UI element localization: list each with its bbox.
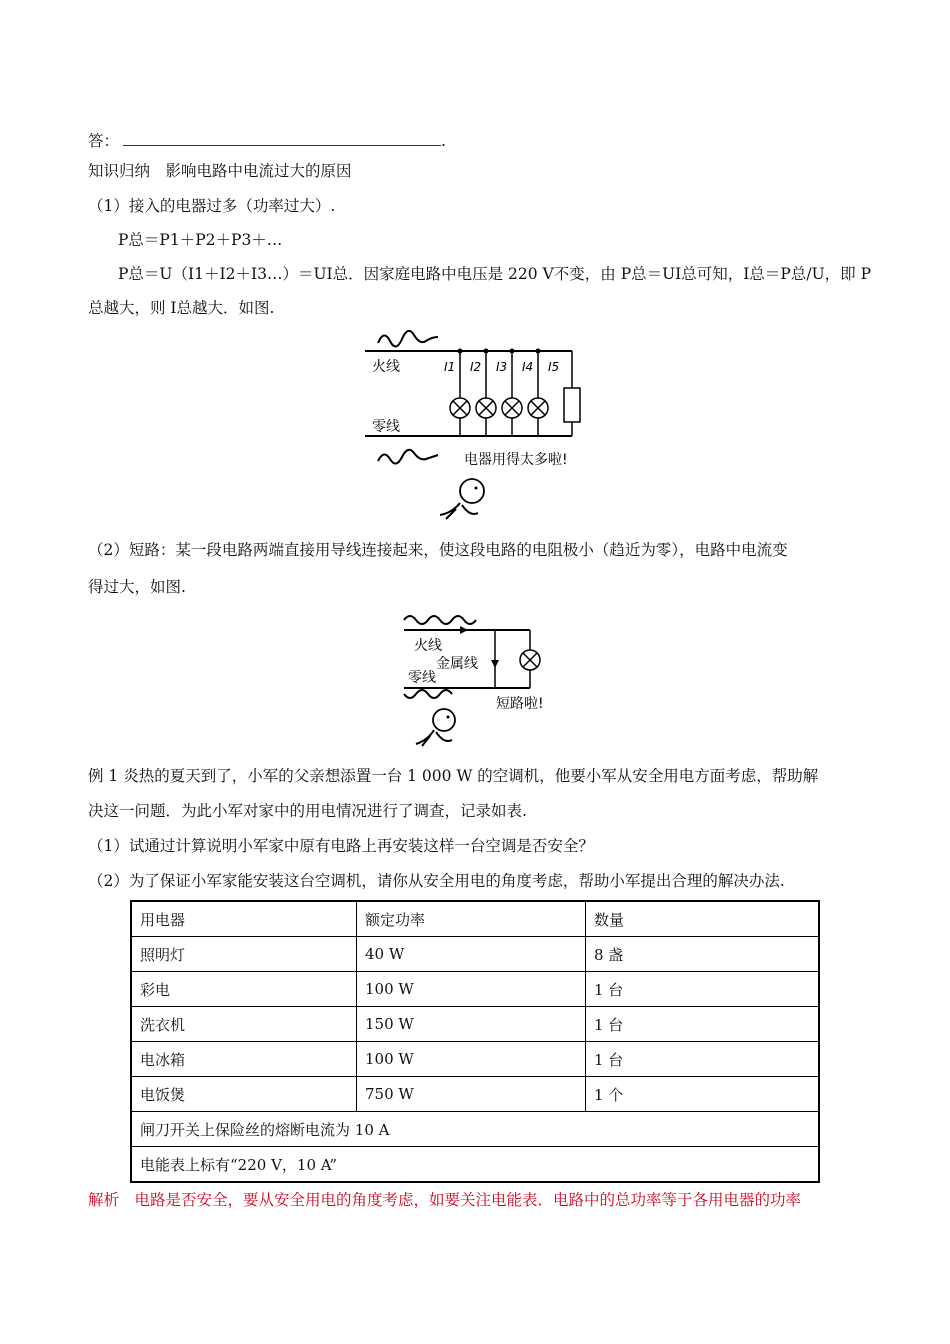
current-label-i5: I5 bbox=[548, 360, 560, 374]
header-rated-power: 额定功率 bbox=[357, 901, 586, 937]
table-note-row bbox=[131, 1112, 819, 1147]
resistor-icon bbox=[564, 388, 580, 422]
answer-blank[interactable] bbox=[123, 131, 441, 146]
cell-power: 100 W bbox=[357, 972, 586, 1007]
table-row bbox=[131, 972, 819, 1007]
cell-appliance: 洗衣机 bbox=[131, 1007, 357, 1042]
table-note-row bbox=[131, 1147, 819, 1183]
current-labels bbox=[444, 360, 559, 374]
example-question-1: （1）试通过计算说明小军家中原有电路上再安装这样一台空调是否安全？ bbox=[88, 837, 594, 855]
meter-note: 电能表上标有“220 V，10 A” bbox=[131, 1147, 819, 1183]
table-row bbox=[131, 937, 819, 972]
cell-appliance: 电冰箱 bbox=[131, 1042, 357, 1077]
formula-total-current: P总＝U（I1＋I2＋I3…）＝UI总．因家庭电路中电压是 220 V不变，由 P总＝UI总可知，I总＝P总/U，即 P bbox=[118, 265, 872, 283]
short-circuit-caption: 短路啦! bbox=[496, 696, 544, 712]
cartoon-person-icon bbox=[440, 479, 484, 519]
current-label-i4: I4 bbox=[522, 360, 534, 374]
fuse-note: 闸刀开关上保险丝的熔断电流为 10 A bbox=[131, 1112, 819, 1147]
wave-decoration-top bbox=[378, 331, 438, 347]
cell-quantity: 8 盏 bbox=[586, 937, 820, 972]
header-quantity: 数量 bbox=[586, 901, 820, 937]
overload-circuit-figure bbox=[360, 323, 600, 528]
metal-wire-label: 金属线 bbox=[436, 656, 478, 672]
cell-appliance: 电饭煲 bbox=[131, 1077, 357, 1112]
wave-decoration-top bbox=[404, 616, 476, 624]
cell-appliance: 彩电 bbox=[131, 972, 357, 1007]
example-question-2: （2）为了保证小军家能安装这台空调机，请你从安全用电的角度考虑，帮助小军提出合理的解决办法. bbox=[88, 872, 785, 890]
formula-total-power: P总＝P1＋P2＋P3＋… bbox=[118, 231, 283, 249]
cell-quantity: 1 台 bbox=[586, 1042, 820, 1077]
cell-power: 750 W bbox=[357, 1077, 586, 1112]
knowledge-point-2-cont: 得过大，如图. bbox=[88, 578, 186, 596]
table-header-row bbox=[131, 901, 819, 937]
header-appliance: 用电器 bbox=[131, 901, 357, 937]
cell-appliance: 照明灯 bbox=[131, 937, 357, 972]
answer-label: 答： bbox=[88, 132, 120, 150]
branch-5 bbox=[564, 351, 580, 436]
cell-power: 100 W bbox=[357, 1042, 586, 1077]
live-wire-label: 火线 bbox=[414, 638, 442, 654]
example-line-2: 决这一问题．为此小军对家中的用电情况进行了调查，记录如表. bbox=[88, 802, 527, 820]
current-arrow-down-icon bbox=[491, 660, 499, 668]
formula-conclusion: 总越大，则 I总越大．如图. bbox=[88, 299, 275, 317]
short-circuit-figure bbox=[400, 610, 560, 752]
cartoon-person-icon bbox=[416, 709, 455, 746]
cell-quantity: 1 个 bbox=[586, 1077, 820, 1112]
cell-quantity: 1 台 bbox=[586, 972, 820, 1007]
example-line-1: 例 1 炎热的夏天到了，小军的父亲想添置一台 1 000 W 的空调机，他要小军从安全用电方面考虑，帮助解 bbox=[88, 767, 819, 785]
overload-caption: 电器用得太多啦! bbox=[464, 452, 568, 468]
knowledge-point-1: （1）接入的电器过多（功率过大）. bbox=[88, 197, 336, 215]
answer-end: . bbox=[441, 132, 446, 150]
wave-decoration-bottom bbox=[378, 450, 438, 464]
current-arrow-icon bbox=[460, 626, 468, 634]
wave-decoration-bottom bbox=[404, 690, 452, 698]
table-row bbox=[131, 1007, 819, 1042]
cell-power: 150 W bbox=[357, 1007, 586, 1042]
analysis-text: 解析 电路是否安全，要从安全用电的角度考虑，如要关注电能表．电路中的总功率等于各用电器的功率 bbox=[88, 1191, 802, 1209]
table-row bbox=[131, 1077, 819, 1112]
neutral-wire-label: 零线 bbox=[408, 670, 436, 686]
appliance-table bbox=[130, 900, 820, 1183]
cell-quantity: 1 台 bbox=[586, 1007, 820, 1042]
knowledge-point-2: （2）短路：某一段电路两端直接用导线连接起来，使这段电路的电阻极小（趋近为零），电路中电流变 bbox=[88, 541, 788, 559]
current-label-i1: I1 bbox=[444, 360, 456, 374]
current-label-i2: I2 bbox=[470, 360, 482, 374]
current-label-i3: I3 bbox=[496, 360, 508, 374]
knowledge-heading: 知识归纳 影响电路中电流过大的原因 bbox=[88, 162, 352, 180]
live-wire-label: 火线 bbox=[372, 359, 400, 375]
neutral-wire-label: 零线 bbox=[372, 419, 400, 435]
cell-power: 40 W bbox=[357, 937, 586, 972]
answer-line bbox=[88, 131, 862, 151]
table-row bbox=[131, 1042, 819, 1077]
